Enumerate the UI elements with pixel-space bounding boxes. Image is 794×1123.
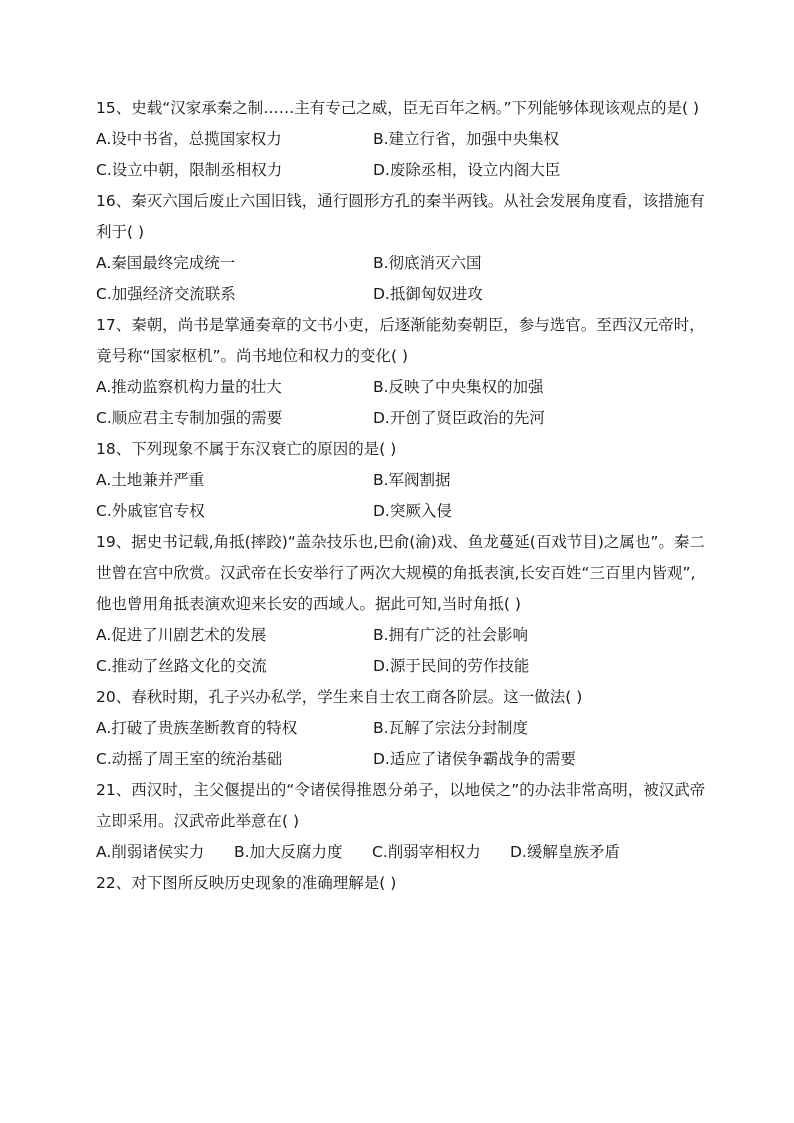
option-b: B.拥有广泛的社会影响 (373, 626, 529, 644)
option-c: C.推动了丝路文化的交流 (96, 657, 267, 675)
option-group (96, 465, 706, 527)
question-18 (96, 434, 706, 527)
option-c: C.顺应君主专制加强的需要 (96, 409, 283, 427)
option-group (96, 372, 706, 434)
option-group (96, 837, 706, 868)
option-a: A.土地兼并严重 (96, 471, 205, 489)
option-b: B.加大反腐力度 (234, 843, 343, 861)
question-list (96, 93, 706, 899)
question-17 (96, 310, 706, 434)
option-a: A.设中书省，总揽国家权力 (96, 130, 282, 148)
option-d: D.抵御匈奴进攻 (373, 285, 483, 303)
question-stem: 20、春秋时期，孔子兴办私学，学生来自士农工商各阶层。这一做法( ) (96, 688, 583, 706)
question-stem: 18、下列现象不属于东汉衰亡的原因的是( ) (96, 440, 397, 458)
question-22 (96, 868, 706, 899)
option-d: D.突厥入侵 (373, 502, 452, 520)
question-16 (96, 186, 706, 310)
option-c: C.削弱宰相权力 (372, 843, 481, 861)
option-a: A.推动监察机构力量的壮大 (96, 378, 282, 396)
question-19 (96, 527, 706, 682)
question-stem: 16、秦灭六国后废止六国旧钱，通行圆形方孔的秦半两钱。从社会发展角度看，该措施有利于( ) (96, 192, 705, 241)
option-d: D.开创了贤臣政治的先河 (373, 409, 545, 427)
option-a: A.削弱诸侯实力 (96, 843, 205, 861)
question-15 (96, 93, 706, 186)
option-b: B.军阀割据 (373, 471, 451, 489)
question-stem: 15、史载“汉家承秦之制……主有专己之威，臣无百年之柄。”下列能够体现该观点的是( ) (96, 99, 700, 117)
option-b: B.反映了中央集权的加强 (373, 378, 544, 396)
option-c: C.加强经济交流联系 (96, 285, 236, 303)
option-d: D.源于民间的劳作技能 (373, 657, 530, 675)
question-stem: 21、西汉时，主父偃提出的“令诸侯得推恩分弟子，以地侯之”的办法非常高明，被汉武帝立即采用。汉武帝此举意在( ) (96, 781, 706, 830)
option-c: C.设立中朝，限制丞相权力 (96, 161, 283, 179)
option-a: A.打破了贵族垄断教育的特权 (96, 719, 298, 737)
question-stem: 19、据史书记载,角抵(摔跤)“盖杂技乐也,巴俞(渝)戏、鱼龙蔓延(百戏节目)之属也”。秦二世曾在宫中欣赏。汉武帝在长安举行了两次大规模的角抵表演,长安百姓“三百里内皆观”,他也曾用角抵表演欢迎来长安的西域人。据此可知,当时角抵( ) (96, 533, 705, 613)
option-a: A.促进了川剧艺术的发展 (96, 626, 267, 644)
option-c: C.动摇了周王室的统治基础 (96, 750, 283, 768)
question-21 (96, 775, 706, 868)
question-20 (96, 682, 706, 775)
option-c: C.外戚宦官专权 (96, 502, 205, 520)
option-group (96, 248, 706, 310)
option-d: D.适应了诸侯争霸战争的需要 (373, 750, 576, 768)
option-b: B.彻底消灭六国 (373, 254, 482, 272)
question-stem: 17、秦朝，尚书是掌通奏章的文书小吏，后逐渐能劾奏朝臣，参与选官。至西汉元帝时，竟号称“国家枢机”。尚书地位和权力的变化( ) (96, 316, 705, 365)
question-stem: 22、对下图所反映历史现象的准确理解是( ) (96, 874, 397, 892)
option-group (96, 620, 706, 682)
option-group (96, 713, 706, 775)
option-d: D.废除丞相，设立内阁大臣 (373, 161, 561, 179)
option-d: D.缓解皇族矛盾 (510, 843, 620, 861)
option-b: B.瓦解了宗法分封制度 (373, 719, 529, 737)
option-group (96, 124, 706, 186)
option-b: B.建立行省，加强中央集权 (373, 130, 560, 148)
option-a: A.秦国最终完成统一 (96, 254, 236, 272)
